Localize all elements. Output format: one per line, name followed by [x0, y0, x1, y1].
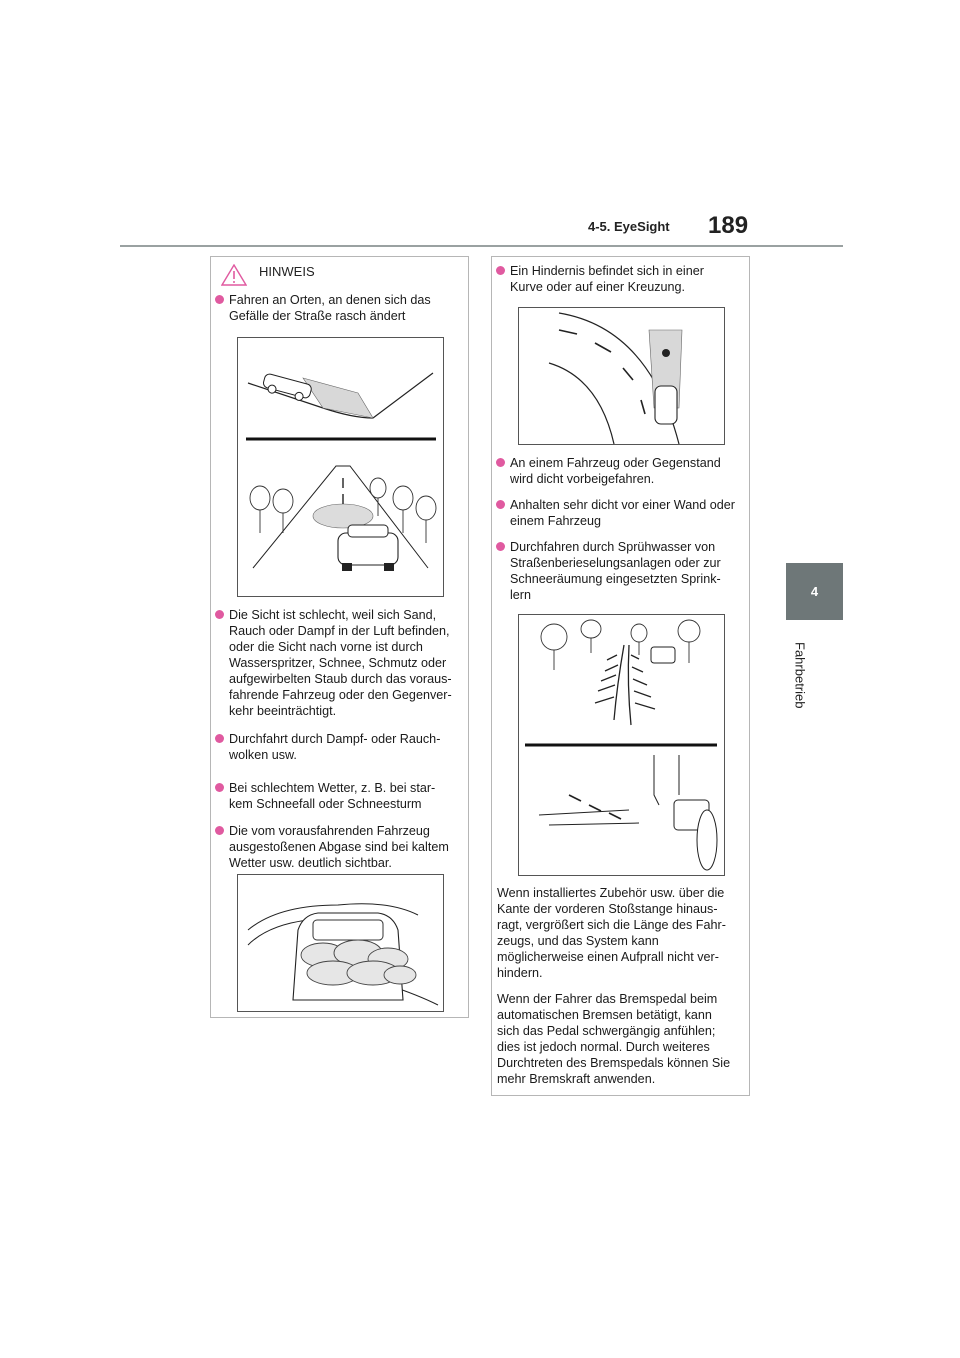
notice-box-continued [491, 256, 750, 1096]
list-item [215, 731, 461, 763]
page-number: 189 [708, 212, 749, 239]
bullet-dot [215, 295, 224, 304]
section-title: 4-5. EyeSight [588, 219, 670, 234]
list-item-text: Durchfahren durch Sprühwasser von Straßenberieselungsanlagen oder zur Schneeräumung eingesetzten Sprink- lern [510, 540, 721, 602]
list-item-text: Anhalten sehr dicht vor einer Wand oder einem Fahrzeug [510, 498, 735, 528]
illustration-slope [237, 337, 444, 597]
list-item [215, 607, 461, 719]
list-item [496, 497, 742, 529]
illustration-sprinkler [518, 614, 725, 876]
notice-box [210, 256, 469, 1018]
list-item-text: Bei schlechtem Wetter, z. B. bei star- kem Schneefall oder Schneesturm [229, 781, 436, 811]
list-item [496, 455, 742, 487]
bullet-dot [215, 783, 224, 792]
list-item-text: Fahren an Orten, an denen sich das Gefälle der Straße rasch ändert [229, 293, 431, 323]
bullet-dot [496, 458, 505, 467]
chapter-tab: 4 [786, 563, 843, 620]
bullet-dot [215, 734, 224, 743]
list-item [215, 780, 461, 812]
notice-label: HINWEIS [259, 264, 315, 279]
list-item [496, 263, 742, 295]
list-item-text: Durchfahrt durch Dampf- oder Rauch- wolken usw. [229, 732, 441, 762]
bullet-dot [496, 500, 505, 509]
header-rule [120, 245, 843, 247]
chapter-tab-label: Fahrbetrieb [792, 641, 808, 709]
list-item [496, 539, 742, 603]
list-item-text: Die vom vorausfahrenden Fahrzeug ausgestoßenen Abgase sind bei kaltem Wetter usw. deutlich sichtbar. [229, 824, 449, 870]
illustration-curve [518, 307, 725, 445]
bullet-dot [215, 826, 224, 835]
paragraph: Wenn der Fahrer das Bremspedal beim automatischen Bremsen betätigt, kann sich das Pedal schwergängig anfühlen; dies ist jedoch normal. Durch weiteres Durchtreten des Bremspedals können Sie mehr Bremskraft anwenden. [497, 992, 731, 1086]
warning-triangle-icon [221, 264, 247, 286]
list-item [215, 292, 461, 324]
bullet-dot [215, 610, 224, 619]
bullet-dot [496, 266, 505, 275]
list-item-text: Die Sicht ist schlecht, weil sich Sand, Rauch oder Dampf in der Luft befinden, oder die Sicht nach vorne ist durch Wasserspritzer, Schnee, Schmutz oder aufgewirbelten Staub durch das voraus- fahrende Fahrzeug oder den Gegenver- kehr beeinträchtigt. [229, 608, 452, 718]
list-item [215, 823, 461, 871]
paragraph: Wenn installiertes Zubehör usw. über die Kante der vorderen Stoßstange hinaus- ragt, vergrößert sich die Länge des Fahr- zeugs, und das System kann möglicherweise einen Aufprall nicht ver- hindern. [497, 886, 726, 980]
bullet-dot [496, 542, 505, 551]
illustration-exhaust [237, 874, 444, 1012]
list-item-text: An einem Fahrzeug oder Gegenstand wird dicht vorbeigefahren. [510, 456, 721, 486]
list-item-text: Ein Hindernis befindet sich in einer Kurve oder auf einer Kreuzung. [510, 264, 704, 294]
